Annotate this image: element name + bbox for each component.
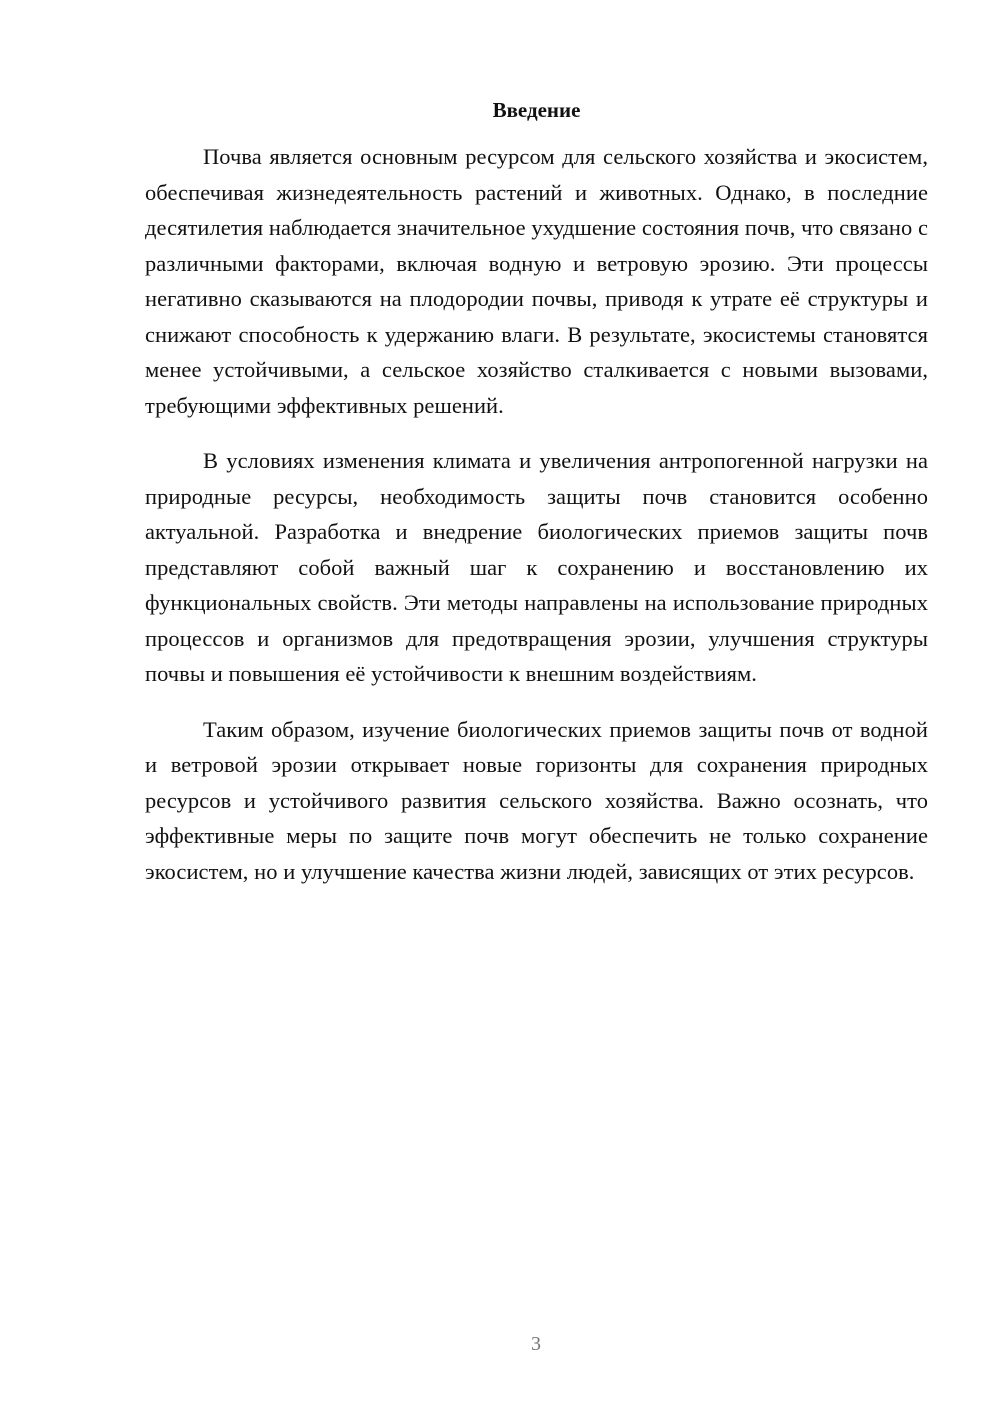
- page-content: [145, 95, 928, 909]
- paragraph-3: Таким образом, изучение биологических приемов защиты почв от водной и ветровой эрозии открывает новые горизонты для сохранения природных ресурсов и устойчивого развития сельского хозяйства. Важно осознать, что эффективные меры по защите почв могут обеспечить не только сохранение экосистем, но и улучшение качества жизни людей, зависящих от этих ресурсов.: [145, 716, 928, 884]
- section-title: Введение: [492, 98, 581, 122]
- page-number: 3: [531, 1333, 541, 1355]
- paragraph-2: В условиях изменения климата и увеличения антропогенной нагрузки на природные ресурсы, необходимость защиты почв становится особенно актуальной. Разработка и внедрение биологических приемов защиты почв представляют собой важный шаг к сохранению и восстановлению их функциональных свойств. Эти методы направлены на использование природных процессов и организмов для предотвращения эрозии, улучшения структуры почвы и повышения её устойчивости к внешним воздействиям.: [145, 448, 928, 686]
- paragraph-1: Почва является основным ресурсом для сельского хозяйства и экосистем, обеспечивая жизнедеятельность растений и животных. Однако, в последние десятилетия наблюдается значительное ухудшение состояния почв, что связано с различными факторами, включая водную и ветровую эрозию. Эти процессы негативно сказываются на плодородии почвы, приводя к утрате её структуры и снижают способность к удержанию влаги. В результате, экосистемы становятся менее устойчивыми, а сельское хозяйство сталкивается с новыми вызовами, требующими эффективных решений.: [145, 144, 928, 418]
